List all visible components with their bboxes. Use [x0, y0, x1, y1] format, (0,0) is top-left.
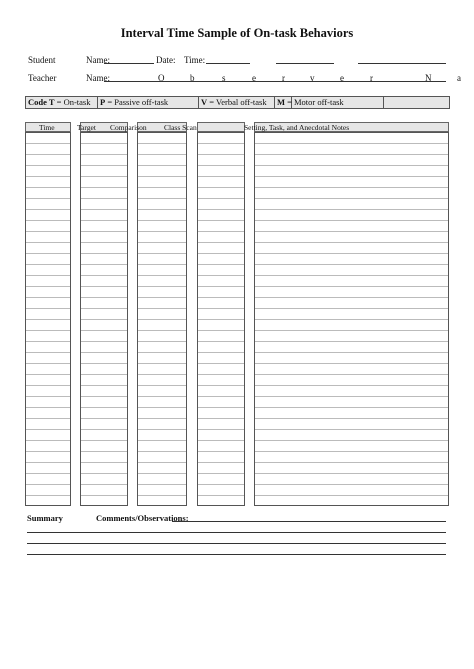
comparison-column[interactable] [137, 132, 187, 506]
column-header-target: Target [77, 123, 96, 132]
observer-letter: a [457, 73, 461, 83]
class-scan-column[interactable] [197, 132, 245, 506]
column-header-notes: Setting, Task, and Anecdotal Notes [244, 123, 350, 132]
summary-label: Summary [27, 513, 63, 523]
student-name-field[interactable] [104, 53, 154, 64]
summary-line[interactable] [27, 554, 446, 555]
observer-letter: v [310, 73, 315, 83]
notes-column[interactable] [254, 132, 449, 506]
column-header-class-scan: Class Scan [164, 123, 197, 132]
observer-letter: r [282, 73, 285, 83]
code-on-task: Code T = On-task [26, 97, 98, 108]
observer-letter: e [340, 73, 344, 83]
observer-letter: b [190, 73, 195, 83]
comments-line[interactable] [172, 521, 446, 522]
column-header-comparison: Comparison [110, 123, 147, 132]
time-label: Time: [184, 55, 206, 65]
summary-line[interactable] [27, 543, 446, 544]
code-passive-off-task: P = Passive off-task [98, 97, 199, 108]
time-column[interactable] [25, 132, 71, 506]
blank-field-1[interactable] [276, 53, 334, 64]
date-label: Date: [156, 55, 176, 65]
code-verbal-off-task: V = Verbal off-task [199, 97, 275, 108]
page-title: Interval Time Sample of On-task Behaviors [120, 26, 354, 40]
observer-letter: s [222, 73, 226, 83]
summary-line[interactable] [27, 532, 446, 533]
comments-label: Comments/Observations: [96, 513, 189, 523]
teacher-name-field[interactable] [104, 71, 446, 82]
target-column[interactable] [80, 132, 128, 506]
student-name-label: Name: [86, 55, 110, 65]
code-motor-key: M = [277, 97, 292, 107]
observer-letter: N [425, 73, 432, 83]
observer-letter: r [370, 73, 373, 83]
behavior-code-legend [25, 96, 450, 109]
column-header-time: Time [39, 123, 55, 132]
code-motor-off-task: Motor off-task [292, 97, 384, 108]
observer-letter: e [252, 73, 256, 83]
time-field[interactable] [206, 53, 250, 64]
header-cell-class-scan [197, 122, 245, 132]
blank-field-2[interactable] [358, 53, 446, 64]
observer-letter: O [158, 73, 165, 83]
teacher-label: Teacher [28, 73, 57, 83]
student-label: Student [28, 55, 56, 65]
teacher-name-label: Name: [86, 73, 110, 83]
